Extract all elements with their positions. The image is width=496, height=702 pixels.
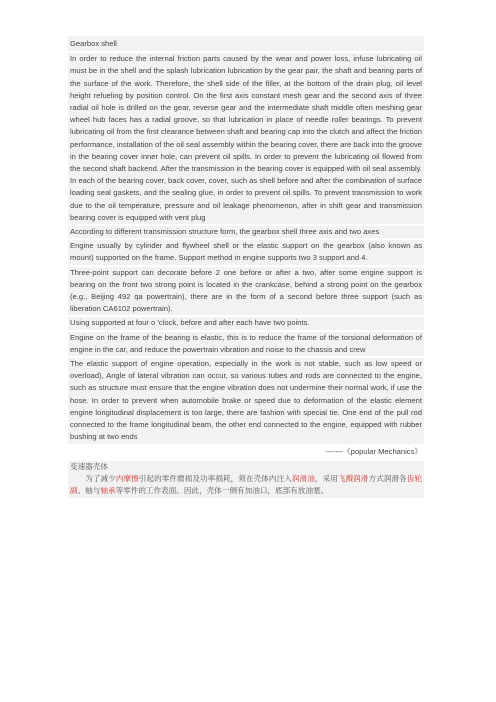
link-splash-lubrication[interactable]: 飞溅润滑 — [337, 473, 369, 483]
paragraph-shell-form: According to different transmission structure form, the gearbox shell three axis and two axes — [68, 226, 424, 238]
chinese-title: 变速器壳体 — [68, 461, 424, 473]
paragraph-four-point-support: Using supported at four o 'clock, before and after each have two points. — [68, 317, 424, 329]
paragraph-elastic-bearing: Engine on the frame of the bearing is elastic, this is to reduce the frame of the torsional deformation of engine in the car, and reduce the powertrain vibration and noise to the chassis and crew — [68, 332, 424, 356]
link-gear-pair[interactable]: 齿轮副 — [70, 473, 422, 495]
zh-text: 方式润滑各 — [368, 473, 407, 483]
paragraph-elastic-support: The elastic support of engine operation, especially in the work is not stable, such as low speed or overload), Angle of lateral vibration can occur, so various tubes and rods are connected to the engine, such as structure must ensure that the engine vibration does not undermine their normal work, if use the hose. In order to prevent when automobile brake or speed due to deformation of the elastic element engine longitudinal displacement is too large, there are fashion with special tie. One end of the pull rod connected to the frame longitudinal beam, the other end connected to the engine, equipped with rubber bushing at two ends — [68, 358, 424, 443]
source-signature: -------《popular Mechanics》 — [325, 446, 422, 456]
link-lubricating-oil[interactable]: 润滑油 — [291, 473, 315, 483]
zh-text: 引起的零件磨损及功率损耗，须在壳体内注入 — [138, 473, 292, 483]
chinese-paragraph — [68, 473, 424, 498]
paragraph-lubrication: In order to reduce the internal friction parts caused by the wear and power loss, infuse lubricating oil must be in the shell and the splash lubrication lubrication by the gear pair, the shaft and bearing parts of the surface of the work. Therefore, the shell side of the filler, at the bottom of the drain plug, oil level height refueling by position control. On the first axis constant mesh gear and the second axis of three radial oil hole is drilled on the gear, reverse gear and the intermediate shaft middle often meshing gear wheel hub faces has a radial groove, so that lubrication in place of needle roller bearings. To prevent lubricating oil from the first clearance between shaft and bearing cap into the clutch and affect the friction performance, installation of the oil seal assembly within the bearing cover, there are back into the groove in the bearing cover inner hole, can prevent oil spills. In order to prevent the lubricating oil flowed from the second shaft backend. After the transmission in the bearing cover is equipped with oil seal assembly. In each of the bearing cover, back cover, cover, such as shell before and after the combination of surface loading seal gaskets, and the sealing glue, in order to prevent oil spills. To prevent transmission to work due to the oil temperature, pressure and oil leakage phenomenon, after in shift gear and transmission bearing cover is equipped with vent plug — [68, 53, 424, 224]
zh-text: 为了减少 — [85, 473, 116, 483]
zh-text: 、轴与 — [77, 486, 101, 495]
link-bearing[interactable]: 轴承 — [100, 486, 116, 495]
zh-text: 等零件的工作表面。因此，壳体一侧有加油口，底部有放油塞。 — [115, 486, 329, 495]
paragraph-engine-support: Engine usually by cylinder and flywheel shell or the elastic support on the gearbox (also known as mount) supported on the frame. Support method in engine supports two 3 support and 4. — [68, 240, 424, 264]
section-title: Gearbox shell — [68, 36, 424, 51]
zh-text: ，采用 — [314, 473, 338, 483]
article — [68, 36, 424, 498]
link-internal-friction[interactable]: 内摩擦 — [115, 473, 139, 483]
paragraph-three-point-support: Three-point support can decorate before 2 one before or after a two, after some engine support is bearing on the front two strong point is located in the crankcase, behind a strong point on the gearbox (e.g., Beijing 492 qa powertrain), there are in the form of a second before three support (such as liberation CA6102 powertrain). — [68, 267, 424, 316]
